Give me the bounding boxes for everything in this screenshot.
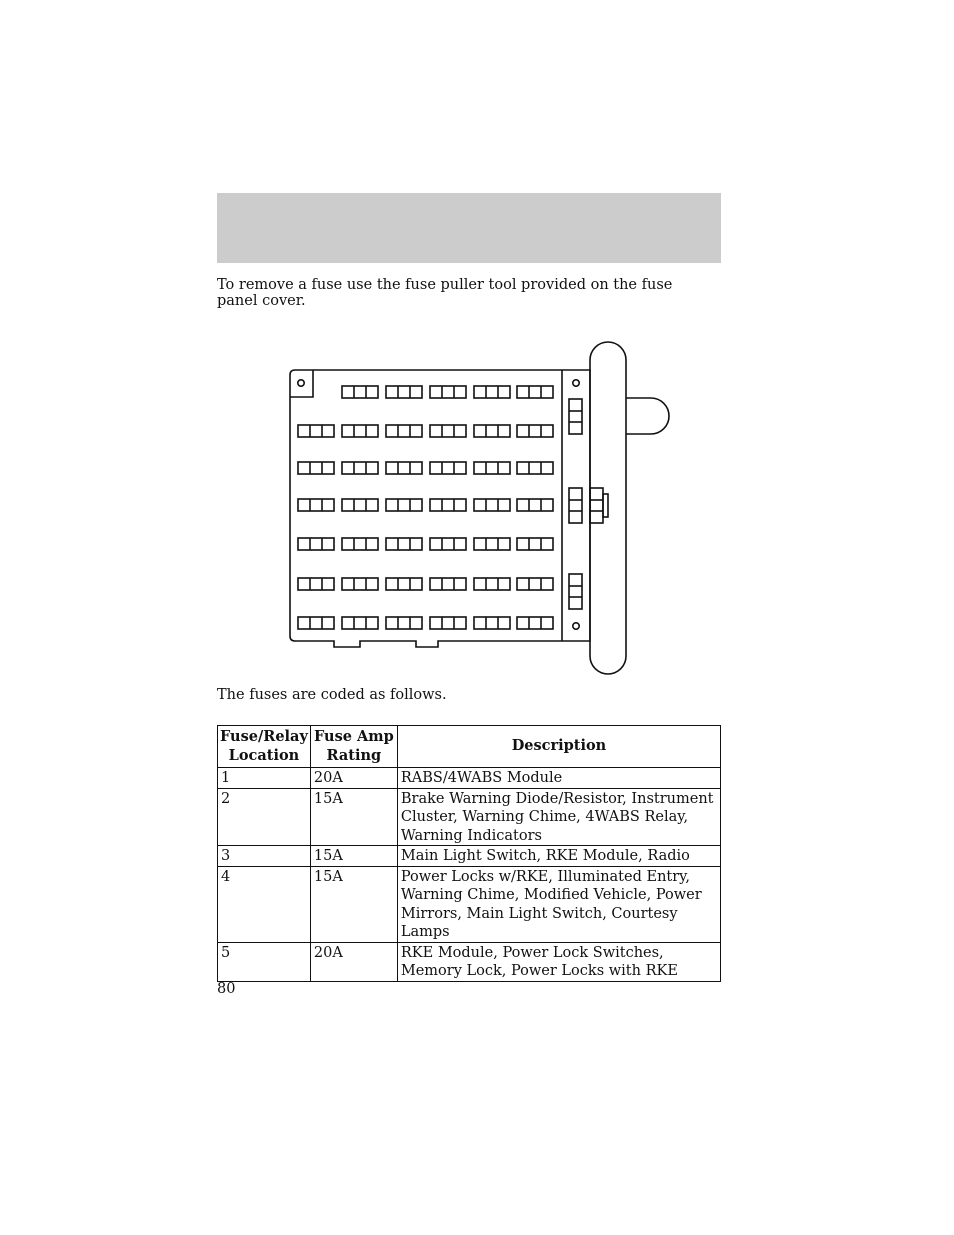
fuse-panel-diagram: [285, 338, 680, 678]
fuse-rating: 15A: [310, 788, 397, 846]
section-header-band: [217, 193, 721, 263]
header-rating: Fuse Amp Rating: [310, 726, 397, 768]
fuse-rating: 15A: [310, 866, 397, 942]
fuse-slot: [474, 462, 510, 474]
relay-middle: [569, 488, 608, 523]
fuse-description: RKE Module, Power Lock Switches, Memory Lock, Power Locks with RKE: [397, 942, 720, 981]
fuse-slot: [474, 499, 510, 511]
fuse-grid: [298, 386, 553, 629]
fuse-slot: [474, 425, 510, 437]
fuse-slot: [342, 425, 378, 437]
fuse-slot: [298, 499, 334, 511]
fuse-slot: [430, 386, 466, 398]
fuse-slot: [342, 462, 378, 474]
fuse-slot: [430, 462, 466, 474]
fuse-location: 4: [218, 866, 311, 942]
fuse-table: [217, 725, 721, 982]
coding-intro: The fuses are coded as follows.: [217, 687, 447, 703]
fuse-slot: [298, 538, 334, 550]
fuse-slot: [430, 617, 466, 629]
fuse-slot: [430, 538, 466, 550]
fuse-slot: [386, 386, 422, 398]
fuse-description: RABS/4WABS Module: [397, 768, 720, 789]
fuse-table-header: [218, 726, 721, 768]
relay-top: [569, 399, 582, 434]
fuse-slot: [342, 538, 378, 550]
fuse-slot: [474, 578, 510, 590]
fuse-slot: [298, 462, 334, 474]
fuse-slot: [298, 617, 334, 629]
fuse-rating: 20A: [310, 768, 397, 789]
mounting-hole-top-right: [573, 380, 579, 386]
intro-paragraph: To remove a fuse use the fuse puller tool provided on the fuse panel cover.: [217, 277, 673, 309]
mounting-hole-left: [298, 380, 304, 386]
table-row: [218, 788, 721, 846]
fuse-slot: [430, 499, 466, 511]
fuse-slot: [342, 499, 378, 511]
fuse-slot: [386, 578, 422, 590]
fuse-slot: [517, 578, 553, 590]
relay-bottom: [569, 574, 582, 609]
fuse-slot: [342, 617, 378, 629]
fuse-slot: [474, 538, 510, 550]
fuse-slot: [386, 538, 422, 550]
fuse-slot: [386, 462, 422, 474]
fuse-slot: [386, 617, 422, 629]
fuse-location: 1: [218, 768, 311, 789]
fuse-slot: [342, 578, 378, 590]
fuse-slot: [517, 499, 553, 511]
fuse-rating: 15A: [310, 846, 397, 867]
page-number: 80: [217, 981, 236, 997]
fuse-slot: [386, 425, 422, 437]
table-row: [218, 846, 721, 867]
fuse-slot: [517, 617, 553, 629]
fuse-slot: [430, 578, 466, 590]
fuse-slot: [386, 499, 422, 511]
header-description: Description: [397, 726, 720, 768]
header-location: Fuse/Relay Location: [218, 726, 311, 768]
fuse-slot: [517, 538, 553, 550]
fuse-slot: [298, 425, 334, 437]
fuse-slot: [430, 425, 466, 437]
fuse-slot: [298, 578, 334, 590]
panel-side-knob: [626, 398, 669, 434]
fuse-slot: [517, 386, 553, 398]
fuse-location: 5: [218, 942, 311, 981]
table-row: [218, 866, 721, 942]
fuse-slot: [517, 462, 553, 474]
mounting-tab: [290, 370, 313, 397]
fuse-slot: [474, 617, 510, 629]
fuse-description: Main Light Switch, RKE Module, Radio: [397, 846, 720, 867]
fuse-rating: 20A: [310, 942, 397, 981]
table-row: [218, 768, 721, 789]
fuse-location: 2: [218, 788, 311, 846]
mounting-hole-bottom-right: [573, 623, 579, 629]
fuse-description: Brake Warning Diode/Resistor, Instrument Cluster, Warning Chime, 4WABS Relay, Warning Indicators: [397, 788, 720, 846]
fuse-slot: [342, 386, 378, 398]
table-row: [218, 942, 721, 981]
fuse-slot: [474, 386, 510, 398]
fuse-panel-outline: [290, 370, 590, 647]
fuse-description: Power Locks w/RKE, Illuminated Entry, Warning Chime, Modified Vehicle, Power Mirrors, Main Light Switch, Courtesy Lamps: [397, 866, 720, 942]
fuse-slot: [517, 425, 553, 437]
fuse-location: 3: [218, 846, 311, 867]
